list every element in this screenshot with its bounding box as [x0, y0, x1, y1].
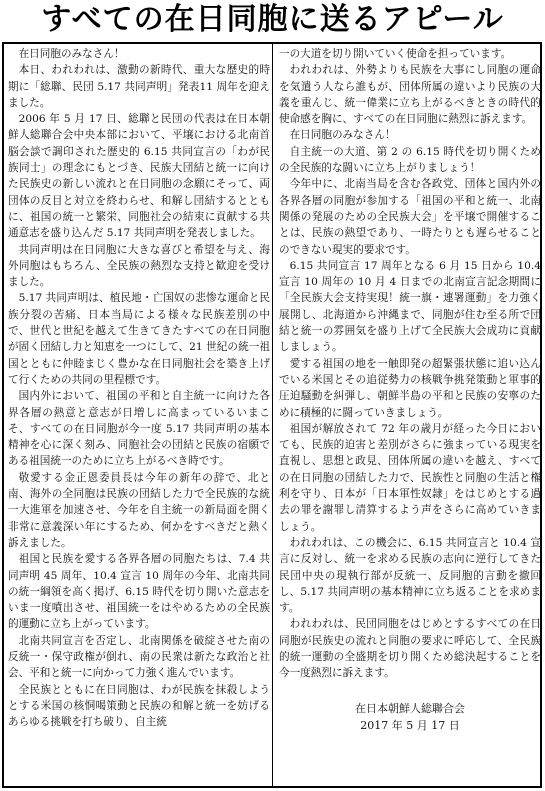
signature-organization: 在日本朝鮮人総聯合会: [355, 701, 465, 715]
paragraph: 全民族とともに在日同胞は、わが民族を抹殺しようとする米国の核恫喝策動と民族の和解と統一を妨げるあらゆる挑戦を打ち破り、自主統: [8, 683, 270, 729]
paragraph: 祖国と民族を愛する各界各層の同胞たちは、7.4 共同声明 45 周年、10.4 宣言 10 周年の今年、北南共同の統一綱領を高く掲げ、6.15 時代を切り開いた意志をいま一度噴出させ、祖国統一をはやめるための全民族的運動に立ち上がっています。: [8, 553, 270, 631]
signature-date: 2017 年 5 月 17 日: [360, 718, 460, 732]
signature-block: [279, 700, 541, 734]
paragraph-continuation: 一の大道を切り開いていく使命を担っています。: [279, 48, 512, 60]
column-divider: [272, 42, 273, 788]
paragraph: 本日、われわれは、激動の新時代、重大な歴史的時期に「総聯、民団 5.17 共同声明」発表11 周年を迎えました。: [8, 64, 270, 109]
title-bar: [0, 0, 545, 40]
paragraph: 2006 年 5 月 17 日、総聯と民団の代表は在日本朝鮮人総聯合会中央本部において、平壌における北南首脳会談で調印された歴史的 6.15 共同宣言の「わが民族同士」の理念にもとづき、民族大団結と統一に向けた民族史の新しい流れと在日同胞の念願にそって、両団体の反目と対立を終わらせ、和解し団結するとともに、祖国の統一と繁栄、同胞社会の結束に貢献する共通意志を盛り込んだ 5.17 共同声明を発表しました。: [8, 113, 270, 240]
paragraph: 在日同胞のみなさん！: [18, 48, 125, 60]
paragraph: 共同声明は在日同胞に大きな喜びと希望を与え、海外同胞はもちろん、全民族の熱烈な支持と歓迎を受けました。: [8, 243, 270, 289]
paragraph: 敬愛する金正恩委員長は今年の新年の辞で、北と南、海外の全同胞は民族の団結した力で全民族的な統一大進軍を加速させ、今年を自主統一の新局面を開く非常に意義深い年にするため、何かをすべきだと熱く訴えました。: [8, 471, 270, 549]
paragraph: 6.15 共同宣言 17 周年となる 6 月 15 日から 10.4 宣言 10 周年の 10 月 4 日までの北南宣言記念期間に「全民族大会支持実現！統一旗・連署運動」を力強く展開し、北海道から沖縄まで、同胞が住む至る所で団結と統一の雰囲気を盛り上げて全民族大会成功に貢献しましょう。: [279, 259, 541, 354]
paragraph: 国内外において、祖国の平和と自主統一に向けた各界各層の熱意と意志が日増しに高まっているいまこそ、すべての在日同胞が今一度 5.17 共同声明の基本精神を心に深く刻み、同胞社会の団結と民族の宿願である祖国統一のために立ち上がるべき時です。: [8, 390, 270, 468]
left-column: [8, 46, 270, 784]
paragraph: 在日同胞のみなさん！: [289, 129, 396, 142]
paragraph: 愛する祖国の地を一触即発の超緊張状態に追い込んでいる米国とその追従勢力の核戦争挑発策動と軍事的圧迫騒動を糾弾し、朝鮮半島の平和と民族の安寧のために積極的に闘っていきましょう。: [279, 357, 541, 419]
paragraph: 祖国が解放されて 72 年の歳月が経った今日においても、民族的迫害と差別がさらに強まっている現実を直視し、思想と政見、団体所属の違いを越え、すべての在日同胞の団結した力で、民族性と同胞の生活と権利を守り、日本が「日本軍性奴隷」をはじめとする過去の罪を謝罪し清算するよう声をさらに高めていきましょう。: [279, 422, 541, 533]
paragraph: 5.17 共同声明は、植民地・亡国奴の悲惨な運命と民族分裂の苦痛、日本当局による様々な民族差別の中で、世代と世紀を越えて生きてきたすべての在日同胞が固く団結し力と知恵を一つにして、21 世紀の統一祖国とともに仲睦まじく豊かな在日同胞社会を築き上げて行くための共同の里程標です。: [8, 292, 270, 386]
paragraph: 自主統一の大道、第 2 の 6.15 時代を切り開くための全民族的な闘いに立ち上がりましょう！: [279, 145, 541, 175]
paragraph: われわれは、民団同胞をはじめとするすべての在日同胞が民族史の流れと同胞の要求に呼応して、全民族的統一運動の全盛期を切り開くため総決起することを今一度熱烈に訴えます。: [279, 618, 541, 680]
paragraph: 北南共同宣言を否定し、北南関係を破綻させた南の反統一・保守政権が倒れ、南の民衆は新たな政治と社会、平和と統一に向かって力強く進んでいます。: [8, 634, 270, 680]
page-title: すべての在日同胞に送るアピール: [41, 2, 504, 37]
paragraph: われわれは、外勢よりも民族を大事にし同胞の運命を気遣う人なら誰もが、団体所属の違いより民族の大義を重んじ、統一偉業に立ち上がるべきときの時代的使命感を胸に、すべての在日同胞に熱烈に訴えます。: [279, 64, 541, 126]
paragraph: 今年中に、北南当局を含む各政党、団体と国内外の各界各層の同胞が参加する「祖国の平和と統一、北南関係の発展のための全民族大会」を平壌で開催することは、民族の熱望であり、一時たりとも遅らせることのできない現実的要求です。: [279, 178, 541, 256]
paragraph: われわれは、この機会に、6.15 共同宣言と 10.4 宣言に反対し、統一を求める民族の志向に逆行してきた民団中央の現執行部が反統一、反同胞的言動を撤回し、5.17 共同声明の基本精神に立ち返ることを求めます。: [279, 536, 541, 615]
right-column: [279, 46, 541, 784]
